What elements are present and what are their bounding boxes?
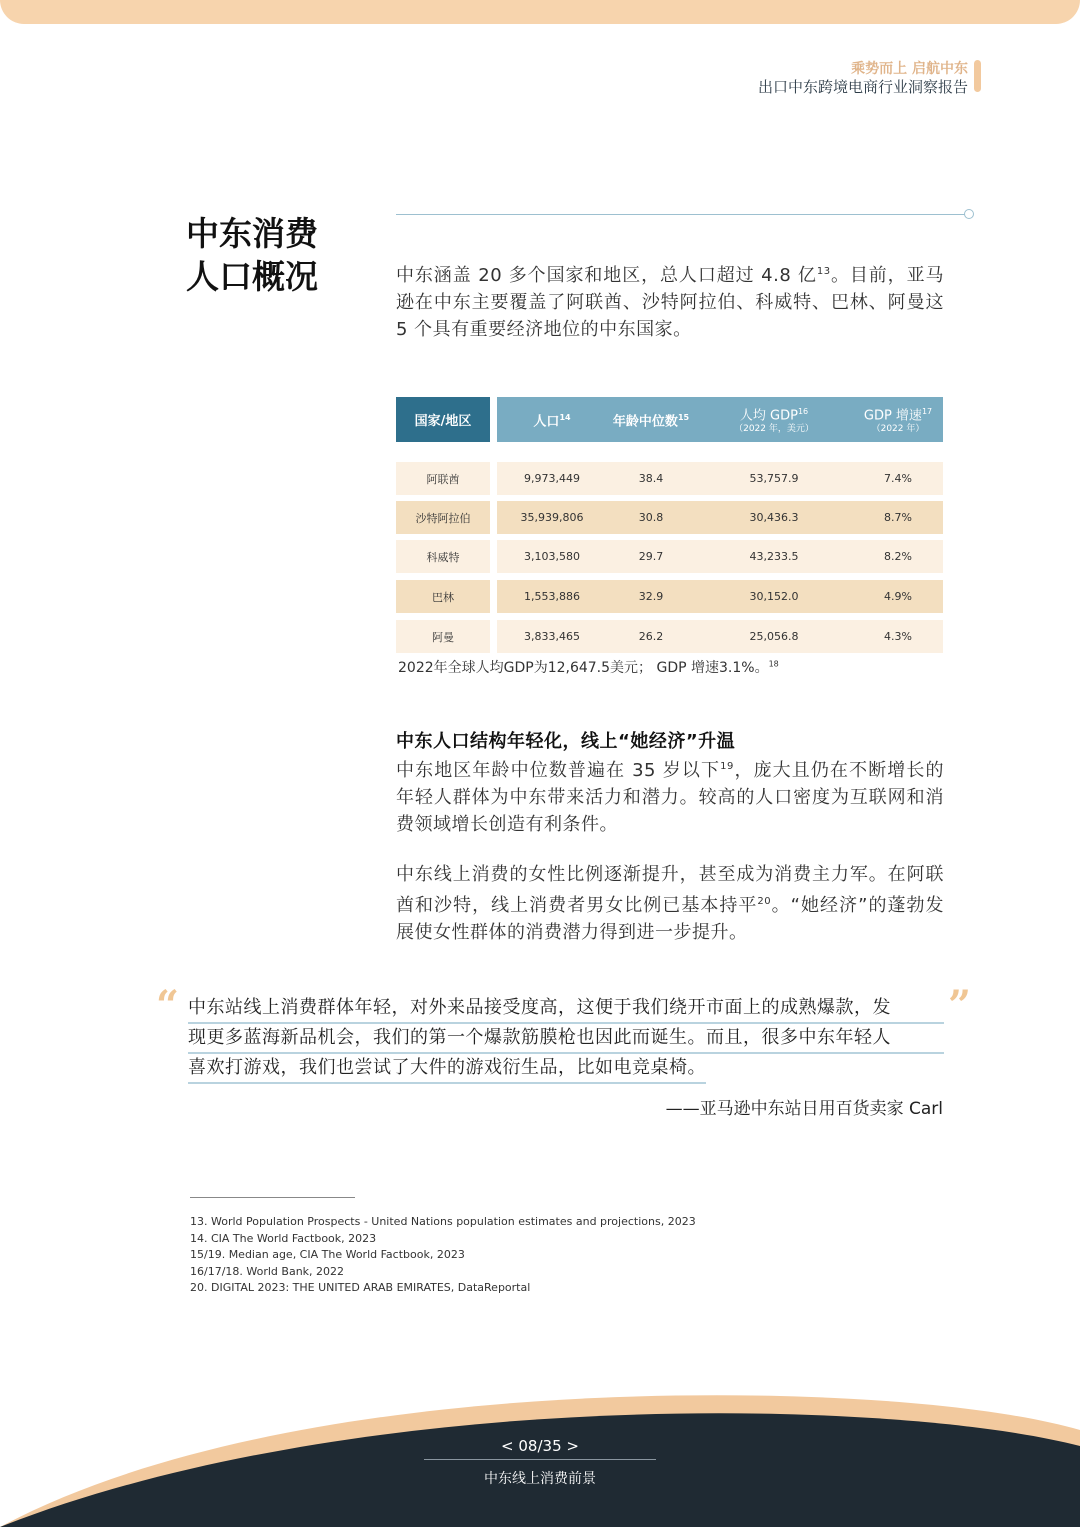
cell-gdp-growth: 4.9% (884, 590, 912, 603)
youth-heading: 中东人口结构年轻化，线上“她经济”升温 (396, 731, 736, 752)
footnote-ref-20: 20 (757, 896, 772, 907)
header-tagline: 乘势而上 启航中东 (851, 61, 968, 77)
quote-line: 中东站线上消费群体年轻，对外来品接受度高，这便于我们绕开市面上的成熟爆款，发 (188, 994, 944, 1024)
cell-gdp-per-capita: 53,757.9 (749, 472, 799, 485)
table-header-country: 国家/地区 (396, 397, 490, 442)
cell-gdp-per-capita: 43,233.5 (749, 550, 799, 563)
cell-gdp-per-capita: 25,056.8 (749, 630, 799, 643)
cell-gdp-per-capita: 30,152.0 (749, 590, 799, 603)
intro-paragraph: 中东涵盖 20 多个国家和地区，总人口超过 4.8 亿$^{13}$。目前，亚马逊在中东主要覆盖了阿联酋、沙特阿拉伯、科威特、巴林、阿曼这 5 个具有重要经济地位的中东国家。 (396, 265, 944, 340)
cell-population: 9,973,449 (524, 472, 580, 485)
cell-population: 3,103,580 (524, 550, 580, 563)
youth-paragraph-2: 中东线上消费的女性比例逐渐提升，甚至成为消费主力军。在阿联酋和沙特，线上消费者男女比例已基本持平$^{20}$。“她经济”的蓬勃发展使女性群体的消费潜力得到进一步提升。 (396, 864, 945, 943)
footnote: 13. World Population Prospects - United Nations population estimates and projections, 2023 (190, 1215, 696, 1228)
cell-median-age: 30.8 (638, 511, 664, 524)
cell-median-age: 32.9 (638, 590, 664, 603)
footer-divider (424, 1459, 656, 1460)
footnote-ref-13: 13 (816, 266, 831, 277)
seller-quote (188, 994, 944, 1084)
table-header-gdp-per-capita: 人均 GDP$^{16}$ （2022 年，美元） (734, 407, 814, 434)
cell-gdp-growth: 7.4% (884, 472, 912, 485)
footnote-ref-18: 18 (768, 659, 779, 669)
cell-median-age: 38.4 (638, 472, 664, 485)
close-quote-icon: ” (948, 982, 972, 1029)
table-header-median-age: 年龄中位数$^{15}$ (612, 412, 690, 430)
quote-line: 现更多蓝海新品机会，我们的第一个爆款筋膜枪也因此而诞生。而且，很多中东年轻人 (188, 1024, 944, 1054)
cell-country: 沙特阿拉伯 (396, 501, 490, 534)
section-divider (396, 214, 966, 215)
table-header-gdp-growth: GDP 增速$^{17}$ （2022 年） (863, 407, 933, 434)
header-report-title: 出口中东跨境电商行业洞察报告 (757, 78, 968, 96)
table-row (396, 501, 943, 534)
table-row (396, 540, 943, 573)
section-title-line2: 人口概况 (186, 257, 318, 296)
footnote: 15/19. Median age, CIA The World Factbook, 2023 (190, 1248, 465, 1261)
footnote-ref-19: 19 (720, 761, 734, 772)
table-note: 2022年全球人均GDP为12,647.5美元； GDP 增速3.1%。$^{18}$ (398, 659, 779, 676)
footnote: 16/17/18. World Bank, 2022 (190, 1264, 345, 1278)
top-decor-bar (0, 0, 1080, 24)
section-title (186, 212, 366, 298)
cell-country: 科威特 (396, 540, 490, 573)
footer-section-label: 中东线上消费前景 (484, 1471, 596, 1487)
cell-median-age: 26.2 (638, 630, 664, 643)
footnote: 20. DIGITAL 2023: THE UNITED ARAB EMIRATES, DataReportal (190, 1281, 531, 1294)
table-row (396, 580, 943, 613)
page-number: < 08/35 > (501, 1437, 579, 1455)
footnote: 14. CIA The World Factbook, 2023 (190, 1231, 377, 1245)
table-header-group (497, 397, 943, 442)
header-accent-bar (974, 60, 981, 92)
cell-gdp-growth: 4.3% (884, 630, 912, 643)
cell-country: 巴林 (396, 580, 490, 613)
quote-attribution: ——亚马逊中东站日用百货卖家 Carl (665, 1099, 943, 1119)
section-title-line1: 中东消费 (186, 214, 318, 253)
table-row (396, 620, 943, 653)
footnotes (190, 1214, 696, 1297)
footnote-divider (190, 1197, 355, 1198)
open-quote-icon: “ (156, 982, 180, 1029)
cell-population: 3,833,465 (524, 630, 580, 643)
cell-median-age: 29.7 (638, 550, 664, 563)
table-header-population: 人口$^{14}$ (533, 412, 571, 430)
cell-gdp-growth: 8.7% (884, 511, 912, 524)
youth-paragraph-1: 中东地区年龄中位数普遍在 35 岁以下$^{19}$，庞大且仍在不断增长的年轻人群体为中东带来活力和潜力。较高的人口密度为互联网和消费领域增长创造有利条件。 (396, 760, 945, 835)
table-row (396, 462, 943, 495)
divider-dot (964, 209, 974, 219)
cell-gdp-growth: 8.2% (884, 550, 912, 563)
quote-line: 喜欢打游戏，我们也尝试了大件的游戏衍生品，比如电竞桌椅。 (188, 1054, 706, 1084)
cell-population: 35,939,806 (520, 511, 584, 524)
cell-population: 1,553,886 (524, 590, 580, 603)
cell-country: 阿联酋 (396, 462, 490, 495)
cell-country: 阿曼 (396, 620, 490, 653)
cell-gdp-per-capita: 30,436.3 (749, 511, 799, 524)
